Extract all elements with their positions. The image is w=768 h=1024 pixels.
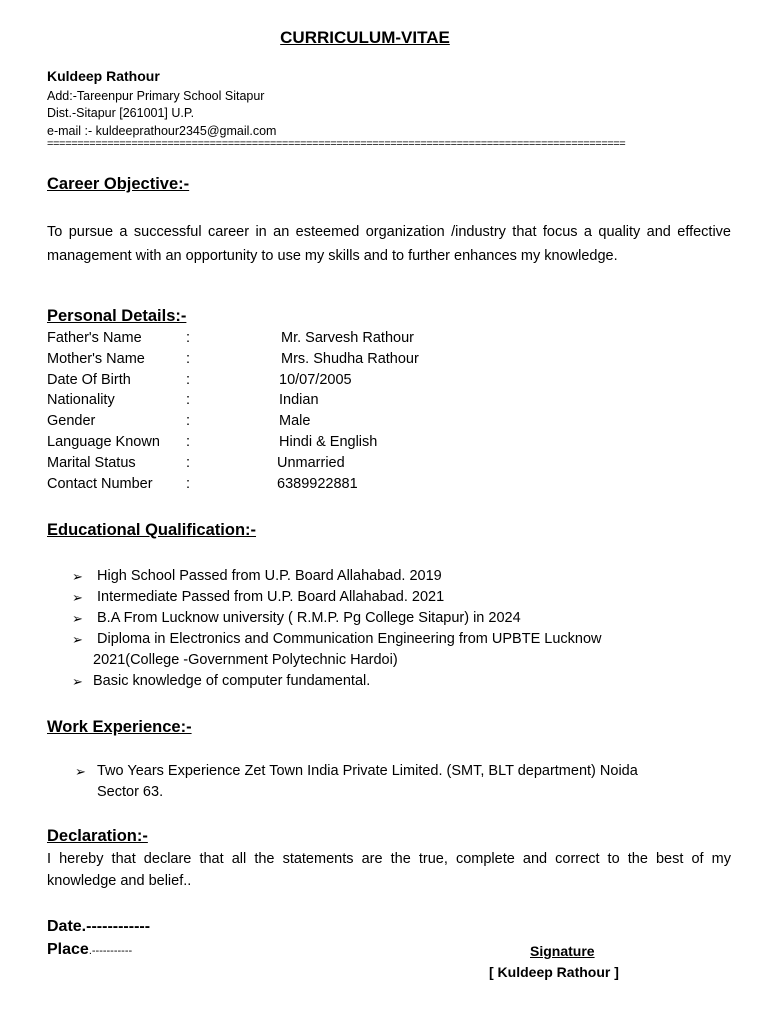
list-item-continuation: 2021(College -Government Polytechnic Hardoi) xyxy=(93,652,398,668)
detail-label: Nationality xyxy=(47,392,115,408)
list-item-text: High School Passed from U.P. Board Allahabad. 2019 xyxy=(97,568,442,584)
detail-label: Date Of Birth xyxy=(47,372,131,388)
detail-separator: : xyxy=(186,372,191,388)
place-dashes: .----------- xyxy=(88,945,133,957)
career-objective-heading: Career Objective:- xyxy=(47,175,190,193)
place-label: Place xyxy=(47,941,89,958)
detail-separator: : xyxy=(186,392,191,408)
detail-value: Mr. Sarvesh Rathour xyxy=(281,330,414,346)
email-line: e-mail :- kuldeeprathour2345@gmail.com xyxy=(47,124,277,138)
arrow-bullet-icon: ➢ xyxy=(72,590,83,605)
arrow-bullet-icon: ➢ xyxy=(72,569,83,584)
detail-value: Hindi & English xyxy=(279,434,378,450)
detail-value: Mrs. Shudha Rathour xyxy=(281,351,419,367)
detail-separator: : xyxy=(186,330,191,346)
detail-label: Mother's Name xyxy=(47,351,145,367)
document-title: CURRICULUM-VITAE xyxy=(280,28,450,47)
arrow-bullet-icon: ➢ xyxy=(72,611,83,626)
detail-separator: : xyxy=(186,434,191,450)
personal-details-heading: Personal Details:- xyxy=(47,307,187,325)
detail-value: 10/07/2005 xyxy=(279,372,352,388)
list-item-text: Intermediate Passed from U.P. Board Allahabad. 2021 xyxy=(97,589,445,605)
declaration-heading: Declaration:- xyxy=(47,827,148,845)
list-item-text: Basic knowledge of computer fundamental. xyxy=(93,673,371,689)
place-line xyxy=(47,941,132,959)
arrow-bullet-icon: ➢ xyxy=(75,764,86,779)
address-line: Add:-Tareenpur Primary School Sitapur xyxy=(47,89,265,103)
arrow-bullet-icon: ➢ xyxy=(72,674,83,689)
date-dashes: ------------ xyxy=(86,918,151,935)
detail-label: Contact Number xyxy=(47,476,153,492)
district-line: Dist.-Sitapur [261001] U.P. xyxy=(47,106,195,120)
detail-label: Language Known xyxy=(47,434,160,450)
list-item-text: Two Years Experience Zet Town India Private Limited. (SMT, BLT department) Noida xyxy=(97,763,638,779)
education-heading: Educational Qualification:- xyxy=(47,521,257,539)
detail-value: Unmarried xyxy=(277,455,345,471)
separator-rule: ================================================================================================ xyxy=(47,138,626,150)
signature-label: Signature xyxy=(530,943,595,959)
signature-name: [ Kuldeep Rathour ] xyxy=(489,964,619,980)
detail-value: Male xyxy=(279,413,311,429)
list-item-continuation: Sector 63. xyxy=(97,784,164,800)
detail-separator: : xyxy=(186,351,191,367)
arrow-bullet-icon: ➢ xyxy=(72,632,83,647)
detail-label: Marital Status xyxy=(47,455,136,471)
date-line xyxy=(47,918,150,936)
career-objective-text: To pursue a successful career in an esteemed organization /industry that focus a quality and effective management with an opportunity to use my skills and to further enhances my knowledge. xyxy=(47,224,731,264)
detail-value: 6389922881 xyxy=(277,476,358,492)
work-experience-heading: Work Experience:- xyxy=(47,718,192,736)
detail-separator: : xyxy=(186,476,191,492)
detail-separator: : xyxy=(186,455,191,471)
detail-label: Gender xyxy=(47,413,96,429)
detail-label: Father's Name xyxy=(47,330,142,346)
list-item-text: Diploma in Electronics and Communication Engineering from UPBTE Lucknow xyxy=(97,631,602,647)
declaration-text: I hereby that declare that all the statements are the true, complete and correct to the best of my knowledge and belief.. xyxy=(47,851,731,889)
detail-value: Indian xyxy=(279,392,319,408)
detail-separator: : xyxy=(186,413,191,429)
candidate-name: Kuldeep Rathour xyxy=(47,68,160,84)
date-label: Date. xyxy=(47,918,87,935)
list-item-text: B.A From Lucknow university ( R.M.P. Pg College Sitapur) in 2024 xyxy=(97,610,521,626)
